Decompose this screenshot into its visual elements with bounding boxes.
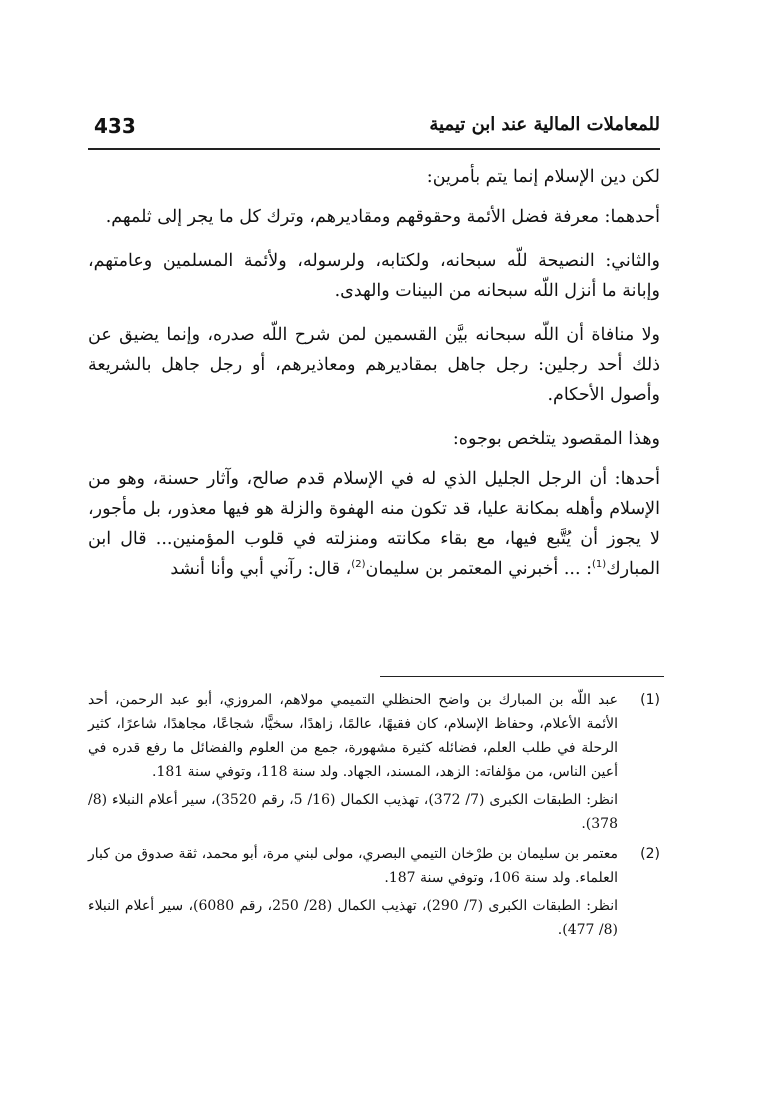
footnote-text: انظر: الطبقات الكبرى (7/ 290)، تهذيب الكمال (28/ 250، رقم 6080)، سير أعلام النبلاء (8/ 477). <box>88 898 618 938</box>
footnote-ref[interactable]: (2) <box>351 559 366 571</box>
footnote-ref[interactable]: (1) <box>592 559 607 571</box>
paragraph: لكن دين الإسلام إنما يتم بأمرين: <box>426 167 660 187</box>
footnote-number: (1) <box>640 692 660 708</box>
footnote-text: عبد اللّه بن المبارك بن واضح الحنظلي التميمي مولاهم، المروزي، أبو عبد الرحمن، أحد الأئمة الأعلام، وحفاظ الإسلام، كان فقيهًا، عالمًا، زاهدًا، سخيًّا، شجاعًا، مجاهدًا، شاعرًا، كثير الرحلة في طلب العلم، فضائله كثيرة مشهورة، جمع من العلوم والفضائل ما رفع قدره في أعين الناس، من مؤلفاته: الزهد، المسند، الجهاد. ولد سنة 118، وتوفي سنة 181. <box>88 692 618 780</box>
footnote <box>88 688 660 836</box>
paragraph <box>88 464 660 584</box>
footnotes <box>88 688 660 948</box>
running-title: للمعاملات المالية عند ابن تيمية <box>429 114 660 135</box>
paragraph-text: : ... أخبرني المعتمر بن سليمان <box>365 559 592 579</box>
footnote-text: انظر: الطبقات الكبرى (7/ 372)، تهذيب الكمال (16/ 5، رقم 3520)، سير أعلام النبلاء (8/ 378). <box>88 792 618 832</box>
paragraph-text: أحدها: أن الرجل الجليل الذي له في الإسلام قدم صالح، وآثار حسنة، وهو من الإسلام وأهله بمكانة عليا، قد تكون منه الهفوة والزلة هو فيها معذور، بل مأجور، لا يجوز أن يُتَّبع فيها، مع بقاء مكانته ومنزلته في قلوب المؤمنين... قال ابن المبارك <box>88 469 660 579</box>
main-text <box>88 162 660 598</box>
paragraph: أحدهما: معرفة فضل الأئمة وحقوقهم ومقاديرهم، وترك كل ما يجر إلى ثلمهم. <box>105 207 660 227</box>
footnote-separator <box>380 676 664 677</box>
footnote-text: معتمر بن سليمان بن طرْخان التيمي البصري، مولى لبني مرة، أبو محمد، ثقة صدوق من كبار العلماء. ولد سنة 106، وتوفي سنة 187. <box>88 846 618 886</box>
footnote-number: (2) <box>640 846 660 862</box>
page-header <box>88 108 660 150</box>
paragraph: ولا منافاة أن اللّه سبحانه بيَّن القسمين لمن شرح اللّه صدره، وإنما يضيق عن ذلك أحد رجلين: رجل جاهل بمقاديرهم ومعاذيرهم، أو رجل جاهل بالشريعة وأصول الأحكام. <box>88 325 660 405</box>
paragraph: والثاني: النصيحة للّه سبحانه، ولكتابه، ولرسوله، ولأئمة المسلمين وعامتهم، وإبانة ما أنزل اللّه سبحانه من البينات والهدى. <box>88 251 660 301</box>
paragraph: وهذا المقصود يتلخص بوجوه: <box>452 429 660 449</box>
page-number: 433 <box>94 114 136 138</box>
paragraph-text: ، قال: رآني أبي وأنا أنشد <box>170 559 352 579</box>
footnote <box>88 842 660 942</box>
